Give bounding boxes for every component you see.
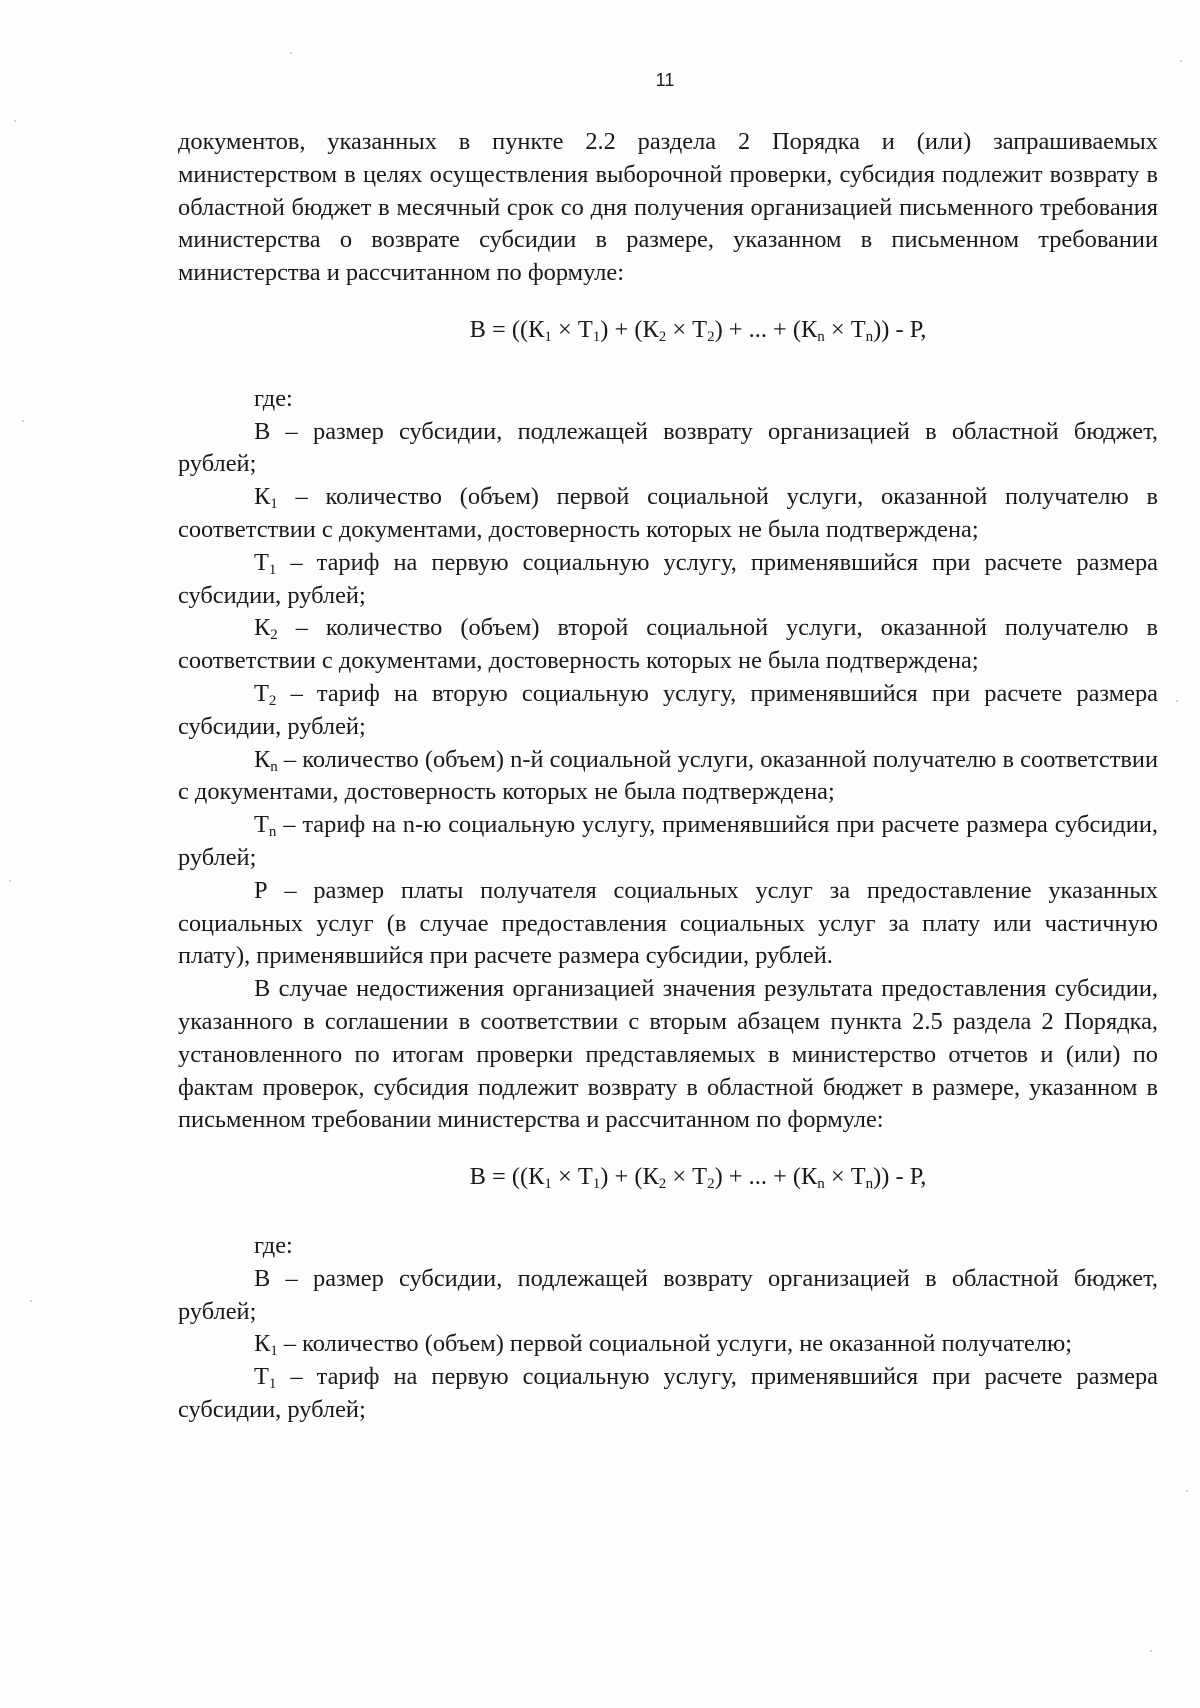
where-label-1: где: [254, 384, 293, 412]
scan-speck [1150, 1650, 1152, 1652]
definition-t2: $Т_2$ – тариф на вторую социальную услугу, применявшийся при расчете размера субсидии, рублей; [178, 679, 1158, 740]
scan-speck [1180, 60, 1182, 62]
definition-t1-1: $Т_1$ – тариф на первую социальную услугу, применявшийся при расчете размера субсидии, рублей; [178, 548, 1158, 609]
formula-refund-1: $В = ((К_1 \times Т_1) + (К_2 \times Т_2)$ + ... + $(К_n \times Т_n)) - Р$, [469, 315, 927, 345]
paragraph-refund-documents: документов, указанных в пункте 2.2 раздела 2 Порядка и (или) запрашиваемых министерством в целях осуществления выборочной проверки, субсидия подлежит возврату в областной бюджет в месячный срок со дня получения организацией письменного требования министерства о возврате субсидии в размере, указанном в письменном требовании министерства и рассчитанном по формуле: [178, 128, 1158, 287]
definition-p: Р – размер платы получателя социальных услуг за предоставление указанных социальных услуг (в случае предоставления социальных услуг за плату или частичную плату), применявшийся при расчете размера субсидии, рублей. [178, 876, 1158, 970]
scan-speck [9, 880, 11, 882]
definition-k1-1: $К_1$ – количество (объем) первой социальной услуги, оказанной получателю в соответствии с документами, достоверность которых не была подтверждена; [178, 483, 1158, 543]
definition-kn: $К_n$ – количество (объем) n-й социальной услуги, оказанной получателю в соответствии с документами, достоверность которых не была подтверждена; [178, 745, 1158, 806]
scan-speck [290, 52, 292, 54]
formula-refund-2: $В = ((К_1 \times Т_1) + (К_2 \times Т_2)$ + ... + $(К_n \times Т_n)) - Р$, [469, 1163, 927, 1193]
paragraph-result-not-achieved: В случае недостижения организацией значения результата предоставления субсидии, указанного в соглашении в соответствии с вторым абзацем пункта 2.5 раздела 2 Порядка, установленного по итогам проверки представляемых в министерство отчетов и (или) по фактам проверок, субсидия подлежит возврату в областной бюджет в размере, указанном в письменном требовании министерства и рассчитанном по формуле: [178, 975, 1158, 1134]
document-body [178, 126, 1158, 1427]
definition-k2: $К_2$ – количество (объем) второй социальной услуги, оказанной получателю в соответствии с документами, достоверность которых не была подтверждена; [178, 614, 1158, 675]
scan-speck [22, 420, 24, 422]
scan-speck [1176, 700, 1178, 702]
where-label-2: где: [254, 1231, 293, 1259]
definition-k1-2: $К_1$ – количество (объем) первой социальной услуги, не оказанной получателю; [254, 1330, 1072, 1360]
scan-speck [14, 120, 16, 122]
definition-v-1: В – размер субсидии, подлежащей возврату организацией в областной бюджет, рублей; [178, 417, 1158, 478]
scan-speck [30, 1300, 32, 1302]
scan-speck [1186, 1490, 1188, 1492]
definition-v-2: В – размер субсидии, подлежащей возврату организацией в областной бюджет, рублей; [178, 1264, 1158, 1325]
page-number: 11 [655, 70, 675, 90]
definition-t1-2: $Т_1$ – тариф на первую социальную услугу, применявшийся при расчете размера субсидии, рублей; [178, 1363, 1158, 1423]
definition-tn: $Т_n$ – тариф на n-ю социальную услугу, применявшийся при расчете размера субсидии, рублей; [178, 811, 1158, 871]
